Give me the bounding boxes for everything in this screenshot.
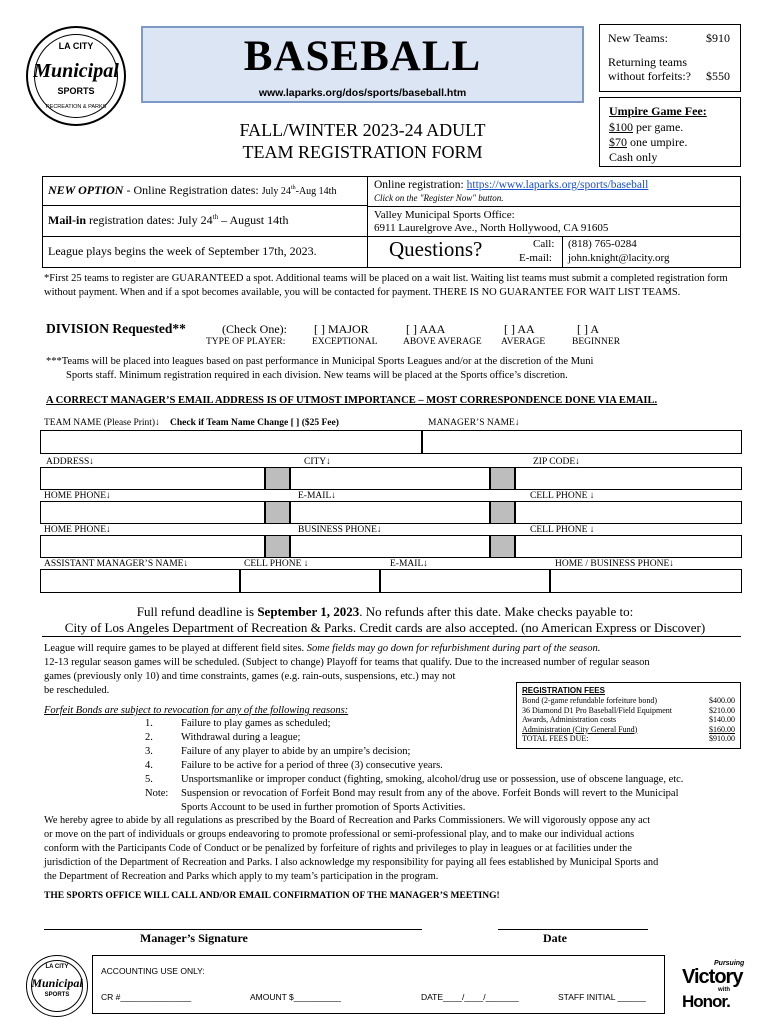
online-registration: Online registration: https://www.laparks.org/sports/baseball <box>374 179 649 191</box>
registration-fees-box: REGISTRATION FEES Bond (2-game refundable forfeiture bond) $400.00 36 Diamond D1 Pro Baseball/Field Equipment $210.00 Awards, Administration costs $140.00 Administration (City General Fund) $160.00 TOTAL FEES DUE: $910.00 <box>516 682 741 749</box>
page-title: BASEBALL <box>243 33 482 80</box>
questions-label: Questions? <box>389 237 483 261</box>
office-name: Valley Municipal Sports Office: <box>374 209 515 221</box>
pursuing-victory-with-honor-logo: Pursuing Victory with Honor. <box>682 960 745 1011</box>
forfeit-heading: Forfeit Bonds are subject to revocation for any of the following reasons: <box>44 705 349 716</box>
contact-email[interactable]: john.knight@lacity.org <box>568 252 670 264</box>
agreement-line: conform with the Participants Code of Conduct or be penalized by forfeiture of rights and privileges to play in leagues or at facilities under the <box>44 843 632 854</box>
team-name-field[interactable] <box>40 430 422 454</box>
division-option-major[interactable]: [ ] MAJOR <box>314 322 369 336</box>
fee-row: 36 Diamond D1 Pro Baseball/Field Equipment $210.00 <box>522 705 735 715</box>
division-note-1: ***Teams will be placed into leagues based on past performance in Municipal Sports Leagues and/or at the discretion of the Muni <box>46 356 594 367</box>
agreement-line: the Department of Recreation and Parks which apply to my team’s participation in the program. <box>44 871 439 882</box>
form-subtitle-1: FALL/WINTER 2023-24 ADULT <box>239 120 486 140</box>
page-url: www.laparks.org/dos/sports/baseball.htm <box>258 87 467 99</box>
division-option-aa[interactable]: [ ] AA <box>504 322 535 336</box>
manager-signature-label: Manager’s Signature <box>140 931 248 945</box>
mail-in-registration-dates: Mail-in registration dates: July 24th – August 14th <box>48 213 289 227</box>
signature-line[interactable] <box>44 929 422 930</box>
email-importance-notice: A CORRECT MANAGER’S EMAIL ADDRESS IS OF UTMOST IMPORTANCE – MOST CORRESPONDENCE DONE VIA EMAIL. <box>46 395 658 406</box>
accounting-date-field[interactable]: DATE____/____/_______ <box>421 992 519 1002</box>
refund-deadline: Full refund deadline is September 1, 2023. No refunds after this date. Make checks payable to: <box>136 604 634 619</box>
city-field[interactable] <box>290 467 490 490</box>
home-phone-field[interactable] <box>40 501 265 524</box>
fee-row: Bond (2-game refundable forfeiture bond) $400.00 <box>522 696 735 705</box>
zip-code-field[interactable] <box>515 467 742 490</box>
cell-phone-2-field[interactable] <box>515 535 742 558</box>
business-phone-field[interactable] <box>290 535 490 558</box>
cell-phone-field[interactable] <box>515 501 742 524</box>
form-subtitle-2: TEAM REGISTRATION FORM <box>242 142 483 162</box>
team-fees-box: New Teams: $910 Returning teams without forfeits:? $550 <box>599 24 741 92</box>
accounting-box: ACCOUNTING USE ONLY: CR #_______________ AMOUNT $__________ DATE____/____/_______ STAFF INITIAL ______ <box>92 955 665 1014</box>
fee-row: Awards, Administration costs $140.00 <box>522 715 735 724</box>
guarantee-note: *First 25 teams to register are GUARANTEED a spot. Additional teams will be placed on a wait list. Waiting list teams must submit a completed registration form without payment. When and if a spot becomes available, you will be contacted for payment. THERE IS NO GUARANTEE FOR WAIT LIST TEAMS. <box>44 273 728 298</box>
agreement-line: or move on the part of individuals or groups endeavoring to promote professional or semi-professional play, and to make our individual actions <box>44 829 635 840</box>
office-address: 6911 Laurelgrove Ave., North Hollywood, CA 91605 <box>374 222 609 234</box>
la-city-municipal-sports-seal-top: LA CITY Municipal SPORTS RECREATION & PARKS <box>26 26 126 126</box>
league-info-4: be rescheduled. <box>44 685 110 696</box>
confirmation-notice: THE SPORTS OFFICE WILL CALL AND/OR EMAIL CONFIRMATION OF THE MANAGER’S MEETING! <box>44 891 500 901</box>
home-phone-2-field[interactable] <box>40 535 265 558</box>
division-label: DIVISION Requested** <box>46 321 186 336</box>
date-line[interactable] <box>498 929 648 930</box>
assistant-home-business-phone-field[interactable] <box>550 569 742 593</box>
league-start: League plays begins the week of September 17th, 2023. <box>48 244 317 258</box>
division-option-a[interactable]: [ ] A <box>577 322 599 336</box>
payment-info: City of Los Angeles Department of Recreation & Parks. Credit cards are also accepted. (no American Express or Discover) <box>64 620 706 635</box>
umpire-fee-box: Umpire Game Fee: $100 per game. $70 one umpire. Cash only <box>599 97 741 167</box>
address-field[interactable] <box>40 467 265 490</box>
la-city-municipal-sports-seal-bottom: LA CITY Municipal SPORTS <box>26 955 88 1017</box>
amount-field[interactable]: AMOUNT $__________ <box>250 992 342 1002</box>
contact-phone: (818) 765-0284 <box>568 238 637 250</box>
date-label: Date <box>543 931 567 945</box>
assistant-cell-phone-field[interactable] <box>240 569 380 593</box>
register-now-note: Click on the "Register Now" button. <box>374 193 504 203</box>
email-field[interactable] <box>290 501 490 524</box>
online-registration-link[interactable]: https://www.laparks.org/sports/baseball <box>466 179 649 191</box>
agreement-line: jurisdiction of the Department of Recreation and Parks. I also acknowledge my responsibility for paying all fees established by Municipal Sports and <box>44 857 659 868</box>
team-name-change-checkbox[interactable]: [ ] <box>290 418 300 428</box>
fee-row: Administration (City General Fund) $160.00 <box>522 724 735 734</box>
manager-name-field[interactable] <box>422 430 742 454</box>
staff-initial-field[interactable]: STAFF INITIAL ______ <box>558 992 646 1002</box>
assistant-manager-field[interactable] <box>40 569 240 593</box>
league-info-2: 12-13 regular season games will be scheduled. (Subject to change) Playoff for teams that qualify. Due to the increased number of regular season <box>44 657 650 668</box>
division-note-2: Sports staff. Minimum registration required in each division. New teams will be placed at the Sports office’s discretion. <box>66 370 568 381</box>
assistant-email-field[interactable] <box>380 569 550 593</box>
league-info-3: games (previously only 10) and time constraints, games (e.g. rain-outs, suspensions, etc.) may not <box>44 671 456 682</box>
online-registration-dates: NEW OPTION - Online Registration dates: July 24th-Aug 14th <box>48 183 337 197</box>
division-option-aaa[interactable]: [ ] AAA <box>406 322 446 336</box>
agreement-line: We hereby agree to abide by all regulations as prescribed by the Board of Recreation and Parks Commissioners. We will vigorously oppose any act <box>44 815 651 826</box>
fee-total-row: TOTAL FEES DUE: $910.00 <box>522 734 735 743</box>
league-info-1: League will require games to be played at different field sites. Some fields may go down for refurbishment during part of the season. <box>44 643 601 654</box>
cr-number-field[interactable]: CR #_______________ <box>101 992 192 1002</box>
